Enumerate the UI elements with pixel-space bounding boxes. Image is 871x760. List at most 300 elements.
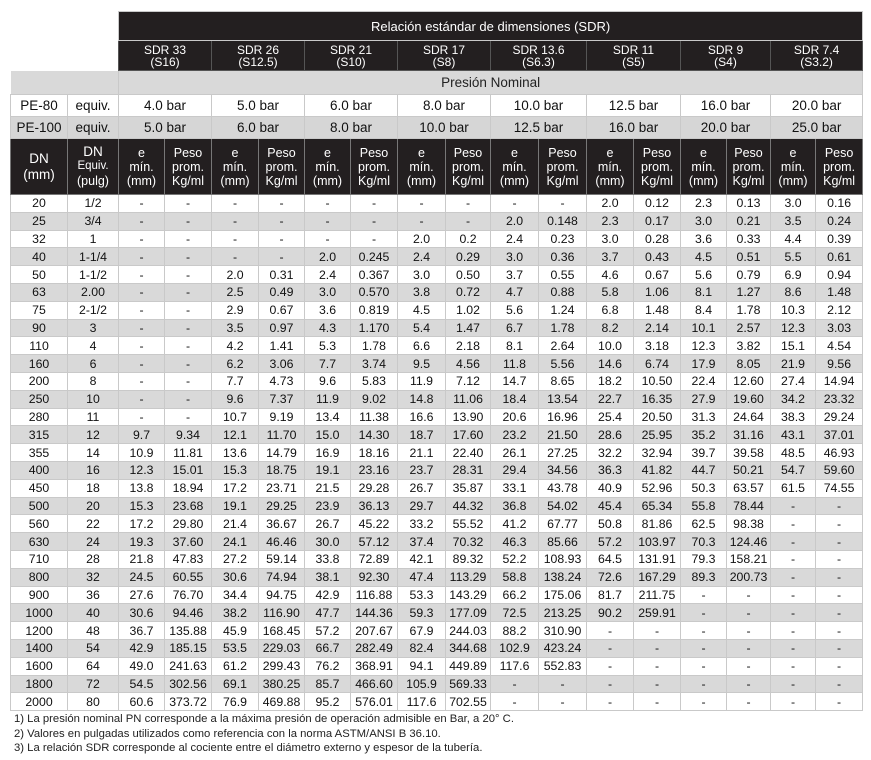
peso-prom-cell: 3.18: [634, 337, 681, 355]
dn-equiv-cell: 48: [68, 622, 119, 640]
e-min-cell: 3.6: [305, 301, 351, 319]
peso-prom-cell: -: [816, 622, 863, 640]
peso-prom-cell: -: [165, 319, 212, 337]
peso-prom-cell: 11.81: [165, 444, 212, 462]
e-min-cell: -: [119, 195, 165, 213]
e-min-header-line1: e: [324, 145, 331, 160]
peso-prom-cell: 4.73: [259, 372, 305, 390]
peso-prom-cell: 380.25: [259, 675, 305, 693]
peso-prom-cell: 46.46: [259, 533, 305, 551]
peso-prom-cell: 7.37: [259, 390, 305, 408]
peso-prom-cell: 36.67: [259, 515, 305, 533]
e-min-cell: 4.5: [398, 301, 446, 319]
peso-prom-cell: 2.64: [539, 337, 587, 355]
e-min-cell: 31.3: [681, 408, 727, 426]
e-min-cell: 27.6: [119, 586, 165, 604]
e-min-cell: 5.4: [398, 319, 446, 337]
pe80-pressure: 8.0 bar: [398, 95, 491, 117]
peso-prom-cell: 25.95: [634, 426, 681, 444]
e-min-cell: 58.8: [491, 568, 539, 586]
peso-prom-cell: 131.91: [634, 550, 681, 568]
e-min-cell: 29.7: [398, 497, 446, 515]
peso-prom-cell: 89.32: [446, 550, 491, 568]
e-min-cell: 8.2: [587, 319, 634, 337]
peso-prom-header-line2: prom.: [732, 159, 765, 174]
e-min-cell: -: [771, 533, 816, 551]
e-min-cell: 27.4: [771, 372, 816, 390]
dn-mm-cell: 250: [11, 390, 68, 408]
equiv-header-line3: (pulg): [77, 174, 109, 188]
table-row: [11, 372, 863, 390]
e-min-cell: -: [119, 301, 165, 319]
e-min-cell: 89.3: [681, 568, 727, 586]
e-min-cell: 61.5: [771, 479, 816, 497]
dn-mm-cell: 560: [11, 515, 68, 533]
e-min-cell: 94.1: [398, 657, 446, 675]
table-row: [11, 604, 863, 622]
peso-prom-cell: 368.91: [351, 657, 398, 675]
dn-equiv-cell: 28: [68, 550, 119, 568]
e-min-cell: 55.8: [681, 497, 727, 515]
peso-prom-cell: -: [351, 195, 398, 213]
pe100-pressure: 12.5 bar: [491, 117, 587, 139]
e-min-cell: 3.0: [491, 248, 539, 266]
peso-prom-cell: 23.16: [351, 461, 398, 479]
dn-mm-cell: 1200: [11, 622, 68, 640]
peso-prom-cell: -: [816, 533, 863, 551]
peso-prom-cell: -: [634, 622, 681, 640]
e-min-header-line1: e: [700, 145, 707, 160]
peso-prom-cell: 20.50: [634, 408, 681, 426]
peso-prom-cell: 0.21: [727, 212, 771, 230]
peso-prom-header-line3: Kg/ml: [172, 173, 204, 188]
table-row: [11, 283, 863, 301]
e-min-cell: 2.9: [212, 301, 259, 319]
peso-prom-cell: 98.38: [727, 515, 771, 533]
sdr-class-header: [771, 41, 863, 71]
peso-prom-header-line2: prom.: [823, 159, 856, 174]
peso-prom-cell: 1.41: [259, 337, 305, 355]
table-row: [11, 301, 863, 319]
dn-equiv-cell: 3/4: [68, 212, 119, 230]
equiv-header-line2: Equiv.: [77, 160, 109, 172]
e-min-header-line2: mín.: [597, 159, 623, 174]
e-min-cell: -: [119, 408, 165, 426]
e-min-cell: 30.0: [305, 533, 351, 551]
peso-prom-header: [816, 139, 863, 195]
e-min-header-line2: mín.: [691, 159, 716, 174]
peso-prom-cell: 158.21: [727, 550, 771, 568]
e-min-header-line3: (mm): [499, 173, 530, 188]
peso-prom-cell: 35.87: [446, 479, 491, 497]
e-min-cell: 2.0: [491, 212, 539, 230]
sdr-class-series: (S4): [714, 54, 737, 69]
peso-prom-cell: 60.55: [165, 568, 212, 586]
e-min-cell: 24.5: [119, 568, 165, 586]
e-min-cell: 9.5: [398, 355, 446, 373]
peso-prom-cell: 423.24: [539, 639, 587, 657]
dn-mm-cell: 400: [11, 461, 68, 479]
e-min-cell: 23.7: [398, 461, 446, 479]
peso-prom-header: [165, 139, 212, 195]
peso-prom-cell: 0.51: [727, 248, 771, 266]
e-min-cell: -: [491, 195, 539, 213]
peso-prom-cell: -: [727, 675, 771, 693]
dn-equiv-cell: 64: [68, 657, 119, 675]
peso-prom-cell: 23.71: [259, 479, 305, 497]
dn-mm-cell: 900: [11, 586, 68, 604]
peso-prom-cell: 12.60: [727, 372, 771, 390]
peso-prom-cell: 1.78: [727, 301, 771, 319]
e-min-cell: 14.8: [398, 390, 446, 408]
peso-prom-cell: 207.67: [351, 622, 398, 640]
e-min-cell: 12.1: [212, 426, 259, 444]
sdr-class-series: (S12.5): [238, 54, 278, 69]
peso-prom-cell: 0.49: [259, 283, 305, 301]
peso-prom-cell: -: [165, 355, 212, 373]
e-min-cell: 21.4: [212, 515, 259, 533]
peso-prom-cell: 24.64: [727, 408, 771, 426]
e-min-cell: -: [771, 515, 816, 533]
e-min-header-line1: e: [606, 145, 614, 160]
peso-prom-header-line3: Kg/ml: [732, 173, 765, 188]
e-min-cell: 2.0: [398, 230, 446, 248]
pe80-pressure: 20.0 bar: [771, 95, 863, 117]
sdr-class-header: [212, 41, 305, 71]
peso-prom-cell: 244.03: [446, 622, 491, 640]
e-min-cell: 15.3: [212, 461, 259, 479]
peso-prom-cell: 0.819: [351, 301, 398, 319]
dn-equiv-cell: 1: [68, 230, 119, 248]
peso-prom-cell: 0.33: [727, 230, 771, 248]
dn-equiv-cell: 12: [68, 426, 119, 444]
peso-prom-cell: 0.16: [816, 195, 863, 213]
e-min-cell: -: [119, 248, 165, 266]
e-min-cell: 76.2: [305, 657, 351, 675]
peso-prom-cell: 2.18: [446, 337, 491, 355]
peso-prom-cell: 0.24: [816, 212, 863, 230]
e-min-cell: 7.7: [212, 372, 259, 390]
e-min-cell: 3.5: [212, 319, 259, 337]
e-min-header-line3: (mm): [126, 173, 157, 188]
e-min-cell: 42.9: [305, 586, 351, 604]
e-min-cell: -: [771, 622, 816, 640]
e-min-cell: 16.6: [398, 408, 446, 426]
peso-prom-cell: 1.06: [634, 283, 681, 301]
e-min-cell: 17.9: [681, 355, 727, 373]
peso-prom-cell: 55.52: [446, 515, 491, 533]
e-min-cell: -: [119, 390, 165, 408]
e-min-header: [398, 139, 446, 195]
dn-equiv-cell: 2.00: [68, 283, 119, 301]
peso-prom-cell: -: [634, 639, 681, 657]
sdr-class-name: SDR 17: [422, 42, 466, 57]
peso-prom-cell: 3.03: [816, 319, 863, 337]
peso-prom-cell: -: [816, 604, 863, 622]
peso-prom-cell: 34.56: [539, 461, 587, 479]
peso-prom-cell: 0.29: [446, 248, 491, 266]
table-row: [11, 444, 863, 462]
peso-prom-cell: 76.70: [165, 586, 212, 604]
e-min-cell: 8.6: [771, 283, 816, 301]
peso-prom-cell: 70.32: [446, 533, 491, 551]
peso-prom-cell: 31.16: [727, 426, 771, 444]
peso-prom-cell: 5.83: [351, 372, 398, 390]
e-min-cell: 33.8: [305, 550, 351, 568]
peso-prom-cell: 8.05: [727, 355, 771, 373]
e-min-cell: 27.2: [212, 550, 259, 568]
dn-mm-cell: 40: [11, 248, 68, 266]
peso-prom-cell: 45.22: [351, 515, 398, 533]
dn-equiv-cell: 18: [68, 479, 119, 497]
e-min-cell: 6.7: [491, 319, 539, 337]
dn-equiv-cell: 40: [68, 604, 119, 622]
e-min-cell: 2.5: [212, 283, 259, 301]
table-row: [11, 515, 863, 533]
peso-prom-cell: -: [165, 230, 212, 248]
peso-prom-cell: -: [539, 675, 587, 693]
corner-blank: [11, 12, 119, 41]
sdr-class-name: SDR 33: [143, 42, 187, 57]
e-min-cell: 22.7: [587, 390, 634, 408]
sdr-class-name: SDR 9: [707, 42, 744, 57]
peso-prom-header-line2: prom.: [265, 159, 298, 174]
dn-mm-cell: 25: [11, 212, 68, 230]
e-min-cell: 105.9: [398, 675, 446, 693]
pe80-pressure: 10.0 bar: [491, 95, 587, 117]
e-min-cell: 30.6: [119, 604, 165, 622]
peso-prom-cell: 14.94: [816, 372, 863, 390]
e-min-header: [305, 139, 351, 195]
e-min-cell: 24.1: [212, 533, 259, 551]
peso-prom-cell: 81.86: [634, 515, 681, 533]
peso-prom-cell: 39.58: [727, 444, 771, 462]
peso-prom-header-line2: prom.: [172, 159, 204, 174]
peso-prom-cell: 0.13: [727, 195, 771, 213]
dn-mm-cell: 500: [11, 497, 68, 515]
e-min-header-line1: e: [231, 145, 239, 160]
peso-prom-cell: 168.45: [259, 622, 305, 640]
e-min-cell: 6.8: [587, 301, 634, 319]
peso-prom-header-line1: Peso: [359, 145, 389, 160]
peso-prom-cell: 0.39: [816, 230, 863, 248]
e-min-cell: 34.4: [212, 586, 259, 604]
e-min-cell: 26.7: [305, 515, 351, 533]
peso-prom-cell: 0.2: [446, 230, 491, 248]
peso-prom-cell: 41.82: [634, 461, 681, 479]
peso-prom-cell: 569.33: [446, 675, 491, 693]
e-min-cell: 9.6: [305, 372, 351, 390]
peso-prom-cell: -: [165, 266, 212, 284]
e-min-cell: 81.7: [587, 586, 634, 604]
e-min-cell: 4.2: [212, 337, 259, 355]
table-row: [11, 550, 863, 568]
e-min-header-line2: mín.: [409, 159, 434, 174]
footnote-2: 2) Valores en pulgadas utilizados como referencia con la norma ASTM/ANSI B 36.10.: [14, 727, 441, 740]
e-min-cell: 44.7: [681, 461, 727, 479]
peso-prom-cell: 15.01: [165, 461, 212, 479]
dn-mm-cell: 280: [11, 408, 68, 426]
dn-equiv-cell: 80: [68, 693, 119, 711]
dn-equiv-cell: 16: [68, 461, 119, 479]
dn-mm-cell: 355: [11, 444, 68, 462]
e-min-cell: 9.6: [212, 390, 259, 408]
peso-prom-cell: -: [165, 212, 212, 230]
pe100-pressure: 20.0 bar: [681, 117, 771, 139]
peso-prom-cell: 67.77: [539, 515, 587, 533]
peso-prom-cell: -: [165, 195, 212, 213]
e-min-cell: -: [681, 639, 727, 657]
e-min-cell: 14.6: [587, 355, 634, 373]
table-row: [11, 639, 863, 657]
e-min-cell: 16.9: [305, 444, 351, 462]
peso-prom-cell: 469.88: [259, 693, 305, 711]
peso-prom-header-line1: Peso: [267, 145, 296, 160]
peso-prom-cell: 9.34: [165, 426, 212, 444]
peso-prom-cell: 23.32: [816, 390, 863, 408]
peso-prom-cell: 1.78: [351, 337, 398, 355]
peso-prom-cell: 18.75: [259, 461, 305, 479]
e-min-cell: -: [587, 693, 634, 711]
dn-equiv-cell: 36: [68, 586, 119, 604]
e-min-header-line1: e: [418, 145, 425, 160]
e-min-cell: 19.1: [212, 497, 259, 515]
peso-prom-cell: 0.23: [539, 230, 587, 248]
e-min-cell: 2.3: [587, 212, 634, 230]
e-min-cell: 18.7: [398, 426, 446, 444]
e-min-cell: 54.7: [771, 461, 816, 479]
e-min-cell: 3.0: [681, 212, 727, 230]
e-min-cell: 85.7: [305, 675, 351, 693]
e-min-cell: 3.6: [681, 230, 727, 248]
peso-prom-cell: 0.72: [446, 283, 491, 301]
peso-prom-cell: 63.57: [727, 479, 771, 497]
peso-prom-cell: 0.31: [259, 266, 305, 284]
peso-prom-cell: 211.75: [634, 586, 681, 604]
table-row: [11, 461, 863, 479]
peso-prom-cell: -: [727, 604, 771, 622]
e-min-cell: 15.0: [305, 426, 351, 444]
peso-prom-cell: 13.90: [446, 408, 491, 426]
peso-prom-cell: 200.73: [727, 568, 771, 586]
peso-prom-cell: 54.02: [539, 497, 587, 515]
e-min-cell: 7.7: [305, 355, 351, 373]
dn-equiv-cell: 6: [68, 355, 119, 373]
e-min-cell: -: [119, 266, 165, 284]
peso-prom-cell: 0.17: [634, 212, 681, 230]
e-min-cell: -: [119, 337, 165, 355]
peso-prom-cell: -: [539, 693, 587, 711]
table-row: [11, 230, 863, 248]
sdr-class-series: (S3.2): [800, 54, 833, 69]
e-min-cell: 6.9: [771, 266, 816, 284]
peso-prom-cell: 167.29: [634, 568, 681, 586]
e-min-cell: 2.0: [587, 195, 634, 213]
table-row: [11, 675, 863, 693]
e-min-cell: 66.7: [305, 639, 351, 657]
e-min-header-line2: mín.: [502, 159, 527, 174]
e-min-cell: 117.6: [491, 657, 539, 675]
peso-prom-cell: 310.90: [539, 622, 587, 640]
dn-equiv-cell: 24: [68, 533, 119, 551]
peso-prom-cell: -: [165, 337, 212, 355]
dn-mm-cell: 450: [11, 479, 68, 497]
peso-prom-cell: 19.60: [727, 390, 771, 408]
sdr-class-header: [119, 41, 212, 71]
dn-equiv-cell: 72: [68, 675, 119, 693]
peso-prom-cell: -: [816, 693, 863, 711]
peso-prom-cell: 59.60: [816, 461, 863, 479]
e-min-cell: 17.2: [212, 479, 259, 497]
table-row: [11, 693, 863, 711]
peso-prom-cell: -: [165, 408, 212, 426]
dn-mm-cell: 20: [11, 195, 68, 213]
sdr-class-name: SDR 7.4: [793, 42, 840, 57]
e-min-cell: -: [398, 195, 446, 213]
sdr-class-name: SDR 26: [236, 42, 280, 57]
peso-prom-cell: -: [816, 497, 863, 515]
peso-prom-cell: 94.46: [165, 604, 212, 622]
dn-equiv-cell: 54: [68, 639, 119, 657]
e-min-cell: 26.7: [398, 479, 446, 497]
e-min-header-line3: (mm): [406, 173, 437, 188]
e-min-header-line2: mín.: [780, 159, 806, 174]
e-min-cell: 72.6: [587, 568, 634, 586]
dn-equiv-cell: 1-1/2: [68, 266, 119, 284]
e-min-cell: 53.3: [398, 586, 446, 604]
peso-prom-cell: 92.30: [351, 568, 398, 586]
peso-prom-cell: -: [634, 675, 681, 693]
table-row: [11, 657, 863, 675]
pe80-pressure: 16.0 bar: [681, 95, 771, 117]
dn-mm-cell: 630: [11, 533, 68, 551]
peso-prom-cell: -: [446, 195, 491, 213]
e-min-cell: -: [119, 212, 165, 230]
peso-prom-header-line1: Peso: [642, 145, 672, 160]
e-min-cell: 36.8: [491, 497, 539, 515]
e-min-cell: -: [398, 212, 446, 230]
sdr-group-title: Relación estándar de dimensiones (SDR): [119, 12, 863, 41]
e-min-cell: 36.7: [119, 622, 165, 640]
table-row: [11, 479, 863, 497]
e-min-cell: -: [771, 675, 816, 693]
peso-prom-cell: -: [539, 195, 587, 213]
e-min-cell: 5.6: [491, 301, 539, 319]
e-min-cell: 4.4: [771, 230, 816, 248]
e-min-header-line3: (mm): [312, 173, 343, 188]
e-min-cell: -: [305, 230, 351, 248]
peso-prom-cell: 1.27: [727, 283, 771, 301]
peso-prom-cell: -: [351, 212, 398, 230]
e-min-cell: -: [212, 212, 259, 230]
e-min-cell: 102.9: [491, 639, 539, 657]
table-row: [11, 248, 863, 266]
e-min-cell: -: [771, 693, 816, 711]
dn-mm-cell: 710: [11, 550, 68, 568]
peso-prom-cell: 466.60: [351, 675, 398, 693]
peso-prom-cell: 37.01: [816, 426, 863, 444]
dn-equiv-cell: 1-1/4: [68, 248, 119, 266]
e-min-cell: -: [587, 639, 634, 657]
e-min-cell: 5.6: [681, 266, 727, 284]
e-min-cell: 62.5: [681, 515, 727, 533]
peso-prom-cell: 10.50: [634, 372, 681, 390]
e-min-header-line1: e: [789, 145, 797, 160]
e-min-cell: 8.1: [491, 337, 539, 355]
peso-prom-cell: 4.56: [446, 355, 491, 373]
sdr-class-header: [305, 41, 398, 71]
peso-prom-cell: 144.36: [351, 604, 398, 622]
